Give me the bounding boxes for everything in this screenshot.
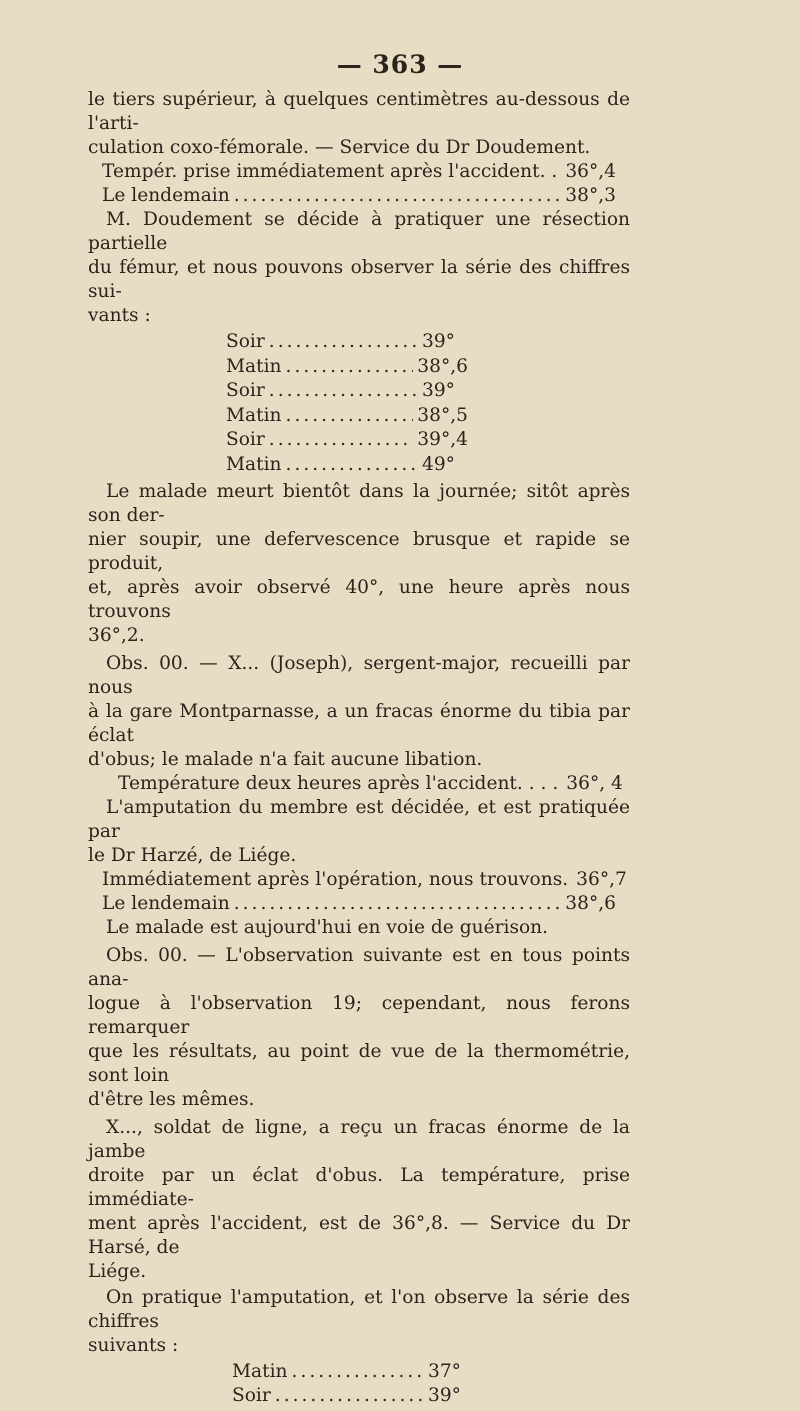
paragraph-2 [88, 208, 630, 328]
table-row [226, 404, 468, 429]
text-line: Le malade meurt bientôt dans la journée; sitôt après son der- [88, 480, 630, 526]
table-row [226, 330, 468, 355]
row-value: 39° [422, 380, 455, 402]
table-row [226, 428, 468, 453]
leader-dots [286, 355, 414, 379]
paragraph-3 [88, 480, 630, 648]
row-label: Soir [232, 1385, 271, 1407]
text-line: Obs. 00. — L'observation suivante est en tous points ana- [88, 944, 630, 990]
row-value: 39°,4 [417, 429, 468, 451]
paragraph-9 [88, 1286, 630, 1358]
leader-dots [286, 404, 414, 428]
text-line: le tiers supérieur, à quelques centimètres au-dessous de l'arti- [88, 89, 630, 134]
row-label: Tempér. prise immédiatement après l'accident. . [102, 161, 558, 182]
text-line: d'être les mêmes. [88, 1088, 255, 1110]
text-line: logue à l'observation 19; cependant, nous ferons remarquer [88, 992, 630, 1038]
leader-dots [269, 428, 414, 452]
temperature-row [102, 868, 627, 892]
row-label: Le lendemain [102, 892, 230, 914]
text-line: On pratique l'amputation, et l'on observe la série des chiffres [88, 1286, 630, 1332]
leader-dots [292, 1360, 424, 1384]
row-label: Matin [226, 453, 282, 475]
text-line: nier soupir, une defervescence brusque et rapide se produit, [88, 528, 630, 574]
leader-dots [234, 892, 562, 916]
page-number: — 363 — [336, 50, 464, 79]
temperature-row [102, 184, 616, 208]
row-label: Soir [226, 380, 265, 402]
leader-dots [234, 184, 562, 208]
row-label: Le lendemain [102, 185, 230, 206]
paragraph-7 [88, 944, 630, 1112]
text-line: culation coxo-fémorale. — Service du Dr Doudement. [88, 137, 591, 158]
leader-dots [269, 330, 418, 354]
text-line: Le malade est aujourd'hui en voie de guérison. [106, 916, 549, 938]
text-line: à la gare Montparnasse, a un fracas énorme du tibia par éclat [88, 700, 630, 746]
temperature-rows-3 [88, 868, 630, 916]
temperature-table-1 [226, 330, 468, 478]
row-label: Température deux heures après l'accident. . . . [118, 772, 559, 794]
text-line: ment après l'accident, est de 36°,8. — Service du Dr Harsé, de [88, 1212, 630, 1258]
text-line: vants : [88, 305, 151, 326]
table-row [226, 453, 468, 478]
text-line: Liége. [88, 1260, 147, 1282]
row-value: 49° [422, 453, 455, 475]
text-line: et, après avoir observé 40°, une heure après nous trouvons [88, 576, 630, 622]
row-value: 38°,6 [565, 892, 616, 914]
text-line: L'amputation du membre est décidée, et est pratiquée par [88, 796, 630, 842]
row-value: 39° [422, 331, 455, 352]
paragraph-8 [88, 1116, 630, 1284]
text-line: le Dr Harzé, de Liége. [88, 844, 297, 866]
temperature-row [102, 892, 616, 916]
paragraph-5 [88, 796, 630, 868]
row-value: 36°,7 [576, 868, 627, 890]
row-value: 36°,4 [565, 161, 617, 182]
temperature-row [118, 772, 623, 796]
text-line: que les résultats, au point de vue de la thermométrie, sont loin [88, 1040, 630, 1086]
text-line: du fémur, et nous pouvons observer la série des chiffres sui- [88, 257, 630, 302]
text-line: d'obus; le malade n'a fait aucune libation. [88, 748, 483, 770]
leader-dots [286, 453, 418, 477]
row-label: Soir [226, 429, 265, 451]
temperature-rows-2 [88, 772, 630, 796]
text-line: suivants : [88, 1334, 179, 1356]
row-value: 38°,3 [565, 185, 616, 206]
row-label: Matin [226, 404, 282, 426]
row-label: Soir [226, 331, 265, 352]
temperature-rows-1 [88, 160, 630, 208]
table-row [232, 1384, 474, 1409]
text-line: 36°,2. [88, 624, 145, 646]
text-line: droite par un éclat d'obus. La température, prise immédiate- [88, 1164, 630, 1210]
table-row [226, 379, 468, 404]
table-row [232, 1360, 474, 1385]
row-label: Immédiatement après l'opération, nous trouvons. [102, 868, 569, 890]
text-line: M. Doudement se décide à pratiquer une résection partielle [88, 209, 630, 254]
paragraph-6 [88, 916, 630, 940]
row-value: 39° [428, 1385, 461, 1407]
text-line: Obs. 00. — X... (Joseph), sergent-major, recueilli par nous [88, 652, 630, 698]
temperature-row [102, 160, 616, 184]
row-label: Matin [226, 355, 282, 377]
table-row [226, 355, 468, 380]
leader-dots [269, 379, 418, 403]
leader-dots [275, 1384, 424, 1408]
text-line: X..., soldat de ligne, a reçu un fracas énorme de la jambe [88, 1116, 630, 1162]
paragraph-1 [88, 88, 630, 160]
row-label: Matin [232, 1360, 288, 1382]
temperature-table-2 [232, 1360, 474, 1409]
page-body [88, 88, 630, 1411]
row-value: 37° [428, 1360, 461, 1382]
row-value: 36°, 4 [566, 772, 623, 794]
paragraph-4 [88, 652, 630, 772]
row-value: 38°,6 [417, 355, 468, 377]
row-value: 38°,5 [417, 404, 468, 426]
